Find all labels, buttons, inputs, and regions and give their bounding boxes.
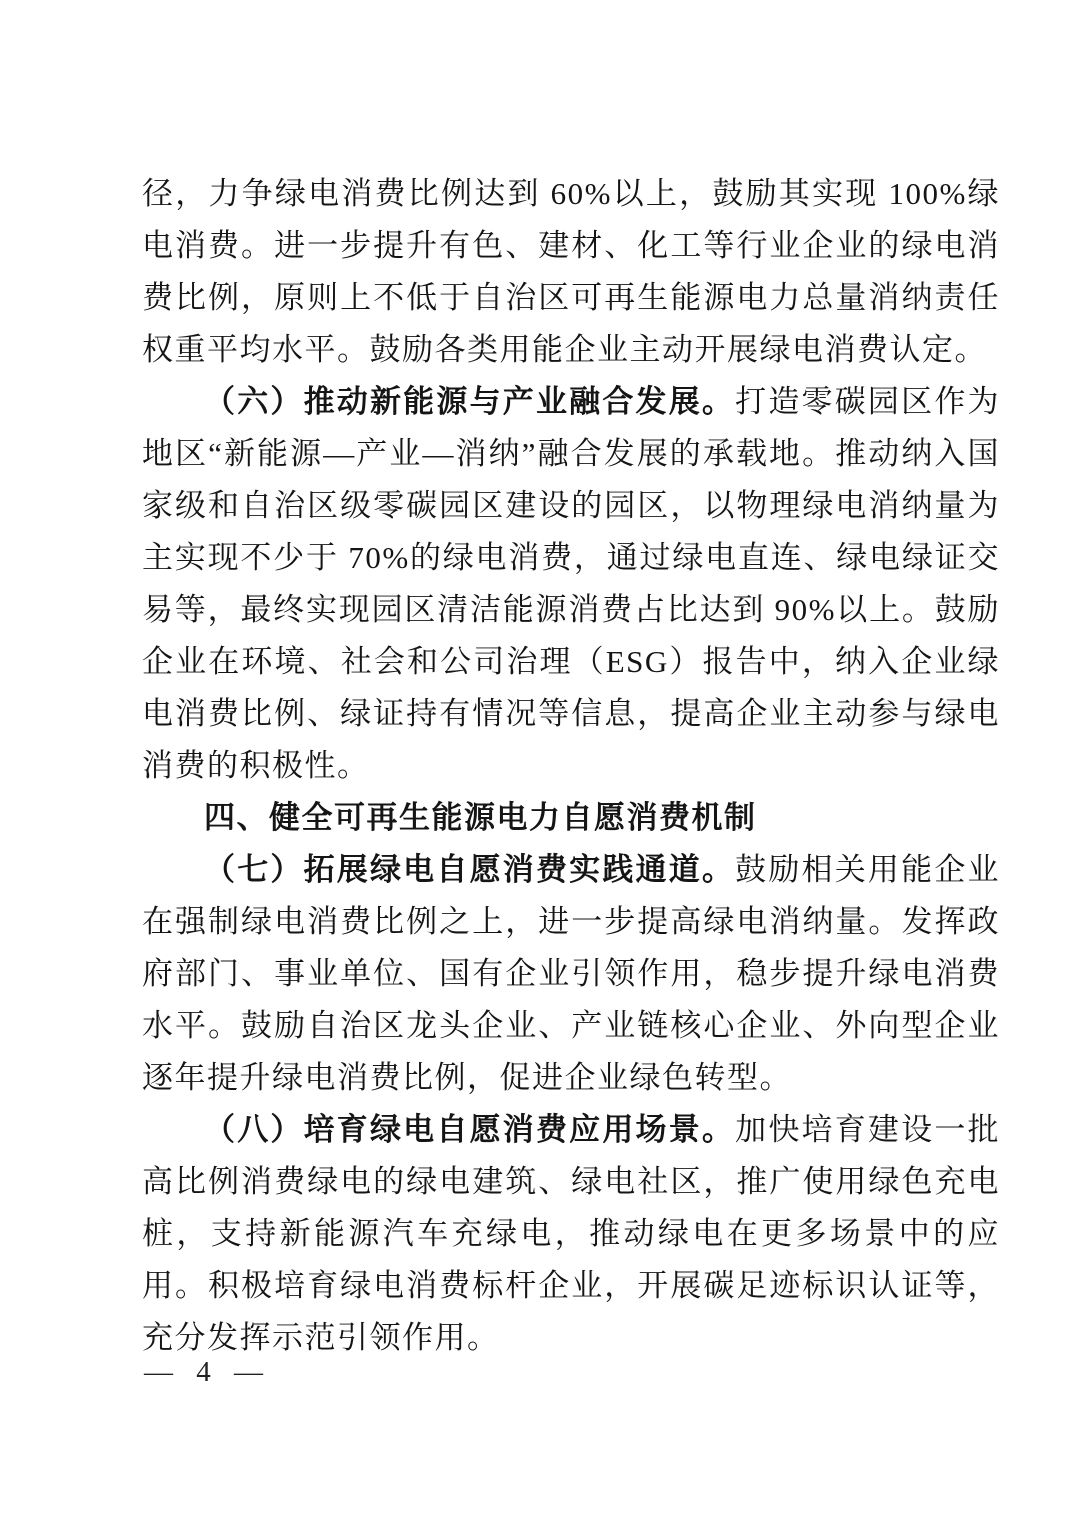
document-body	[142, 168, 1000, 1364]
heading-part-four: 四、健全可再生能源电力自愿消费机制	[204, 800, 757, 835]
section-8-title: （八）培育绿电自愿消费应用场景。	[204, 1112, 736, 1147]
section-6-title: （六）推动新能源与产业融合发展。	[204, 384, 736, 419]
section-8-text: 加快培育建设一批高比例消费绿电的绿电建筑、绿电社区，推广使用绿色充电桩，支持新能源汽车充绿电，推动绿电在更多场景中的应用。积极培育绿电消费标杆企业，开展碳足迹标识认证等，充分发挥示范引领作用。	[142, 1112, 1001, 1355]
paragraph-section-7	[142, 844, 1000, 1104]
section-6-text: 打造零碳园区作为地区“新能源—产业—消纳”融合发展的承载地。推动纳入国家级和自治区级零碳园区建设的园区，以物理绿电消纳量为主实现不少于 70%的绿电消费，通过绿电直连、绿电绿证交易等，最终实现园区清洁能源消费占比达到 90%以上。鼓励企业在环境、社会和公司治理（ESG）报告中，纳入企业绿电消费比例、绿证持有情况等信息，提高企业主动参与绿电消费的积极性。	[142, 384, 1001, 783]
paragraph-section-6	[142, 376, 1000, 792]
paragraph-continuation	[142, 168, 1000, 376]
section-7-text: 鼓励相关用能企业在强制绿电消费比例之上，进一步提高绿电消纳量。发挥政府部门、事业单位、国有企业引领作用，稳步提升绿电消费水平。鼓励自治区龙头企业、产业链核心企业、外向型企业逐年提升绿电消费比例，促进企业绿色转型。	[142, 852, 1001, 1095]
paragraph-continuation-text: 径，力争绿电消费比例达到 60%以上，鼓励其实现 100%绿电消费。进一步提升有色、建材、化工等行业企业的绿电消费比例，原则上不低于自治区可再生能源电力总量消纳责任权重平均水平。鼓励各类用能企业主动开展绿电消费认定。	[142, 176, 1000, 367]
section-7-title: （七）拓展绿电自愿消费实践通道。	[204, 852, 736, 887]
page-number: — 4 —	[144, 1356, 271, 1388]
paragraph-section-8	[142, 1104, 1000, 1364]
